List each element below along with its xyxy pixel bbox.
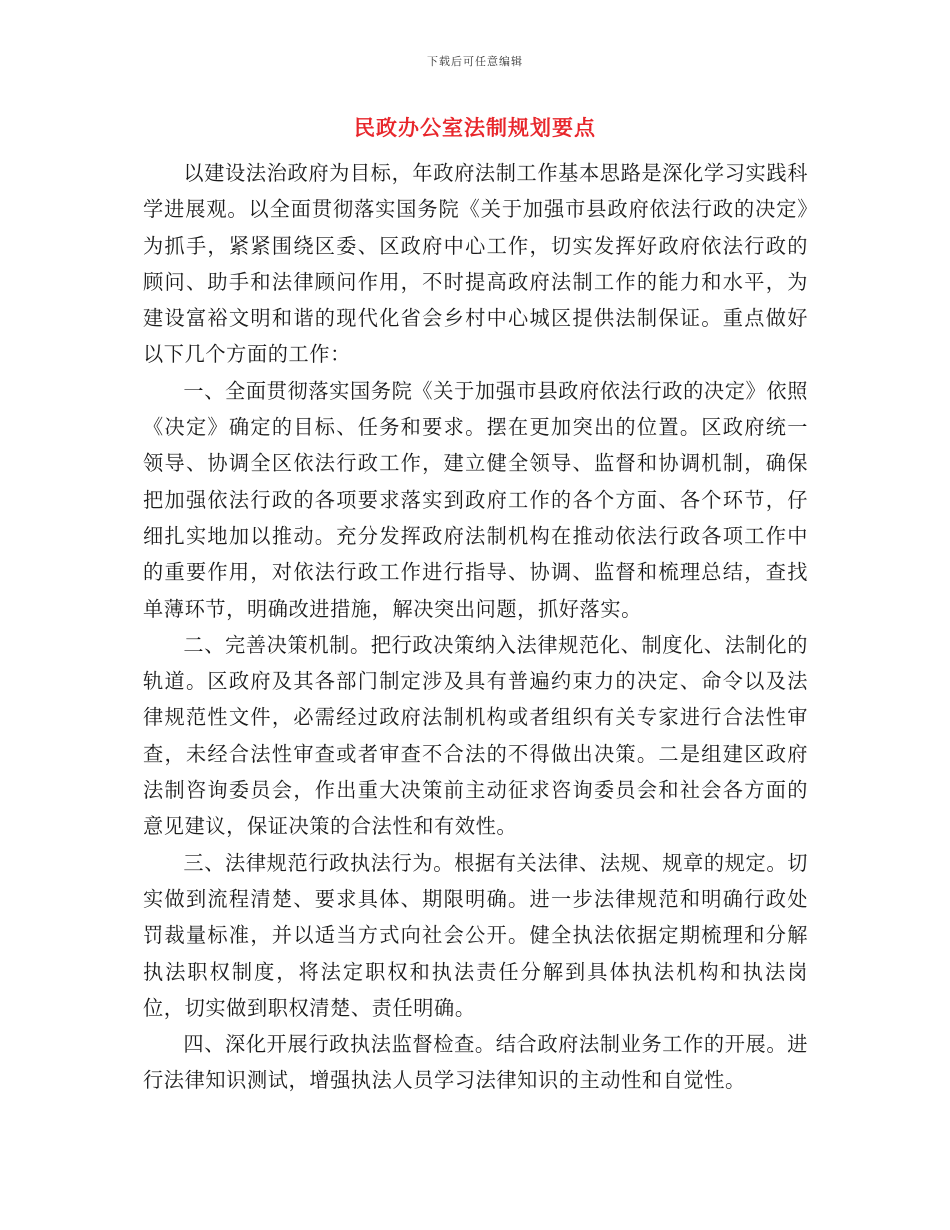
paragraph-section-4: 四、深化开展行政执法监督检查。结合政府法制业务工作的开展。进行法律知识测试，增强执法人员学习法律知识的主动性和自觉性。	[143, 1032, 808, 1093]
header-note: 下载后可任意编辑	[427, 55, 523, 68]
paragraph-section-1: 一、全面贯彻落实国务院《关于加强市县政府依法行政的决定》依照《决定》确定的目标、任务和要求。摆在更加突出的位置。区政府统一领导、协调全区依法行政工作，建立健全领导、监督和协调机制，确保把加强依法行政的各项要求落实到政府工作的各个方面、各个环节，仔细扎实地加以推动。充分发挥政府法制机构在推动依法行政各项工作中的重要作用，对依法行政工作进行指导、协调、监督和梳理总结，查找单薄环节，明确改进措施，解决突出问题，抓好落实。	[143, 378, 808, 621]
document-body	[143, 155, 808, 1099]
paragraph-intro: 以建设法治政府为目标，年政府法制工作基本思路是深化学习实践科学进展观。以全面贯彻落实国务院《关于加强市县政府依法行政的决定》为抓手，紧紧围绕区委、区政府中心工作，切实发挥好政府依法行政的顾问、助手和法律顾问作用，不时提高政府法制工作的能力和水平，为建设富裕文明和谐的现代化省会乡村中心城区提供法制保证。重点做好以下几个方面的工作：	[143, 161, 808, 367]
document-title: 民政办公室法制规划要点	[354, 115, 596, 140]
paragraph-section-3: 三、法律规范行政执法行为。根据有关法律、法规、规章的规定。切实做到流程清楚、要求具体、期限明确。进一步法律规范和明确行政处罚裁量标准，并以适当方式向社会公开。健全执法依据定期梳理和分解执法职权制度，将法定职权和执法责任分解到具体执法机构和执法岗位，切实做到职权清楚、责任明确。	[143, 850, 808, 1020]
paragraph-section-2: 二、完善决策机制。把行政决策纳入法律规范化、制度化、法制化的轨道。区政府及其各部门制定涉及具有普遍约束力的决定、命令以及法律规范性文件，必需经过政府法制机构或者组织有关专家进行合法性审查，未经合法性审查或者审查不合法的不得做出决策。二是组建区政府法制咨询委员会，作出重大决策前主动征求咨询委员会和社会各方面的意见建议，保证决策的合法性和有效性。	[143, 632, 808, 839]
